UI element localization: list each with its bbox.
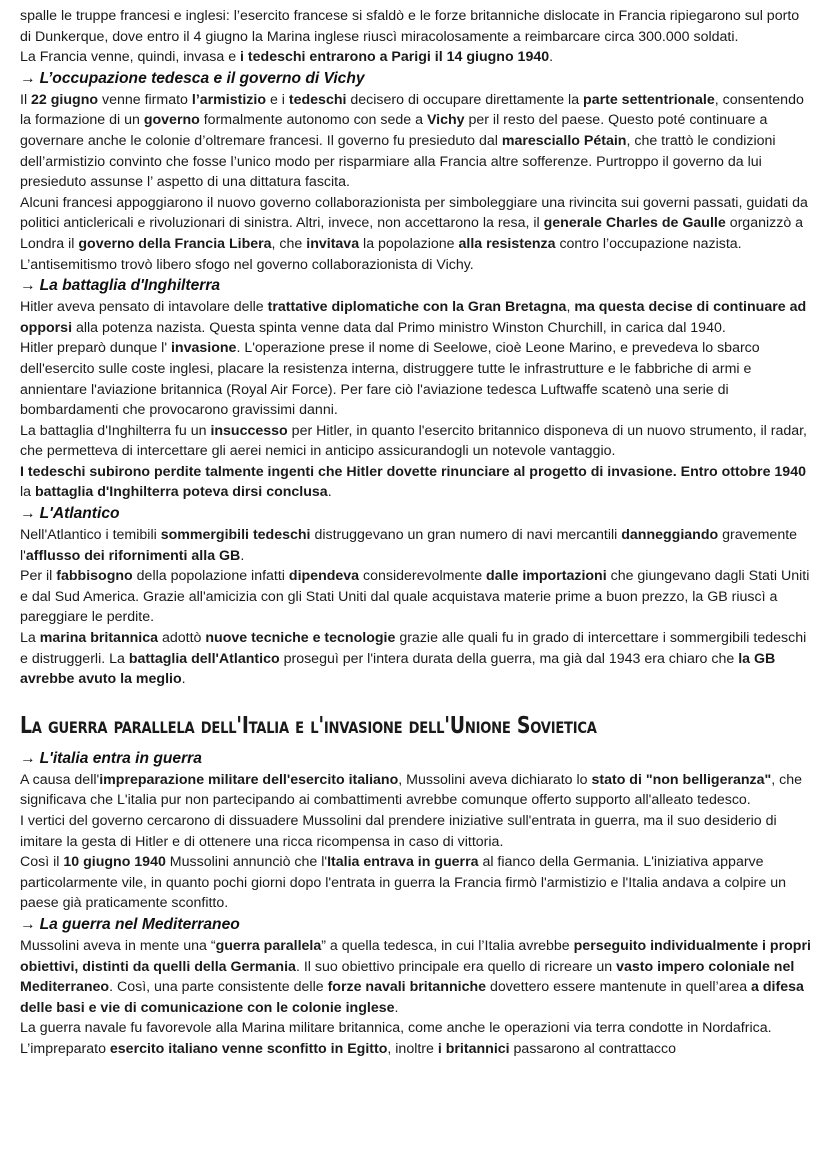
bold-text: a difesa delle basi e vie di comunicazione con le colonie inglese [20,979,804,1016]
bold-text: sommergibili tedeschi [160,527,311,544]
text-run: L’antisemitismo trovò libero sfogo nel governo collaborazionista di Vichy. [20,256,474,273]
text-run: I vertici del governo cercarono di dissuadere Mussolini dal prendere iniziative sull'entrata in guerra, ma il suo desiderio di imitare la gesta di Hitler e di ottenere una ricca ricompensa in caso di vittoria. [20,813,777,850]
paragraph-10-giugno [20,852,812,914]
bold-text: invasione [170,340,237,357]
bold-text: parte settentrionale [583,91,715,108]
bold-text: l’armistizio [191,91,267,108]
text-run: distruggevano un gran numero di navi mercantili [310,527,622,544]
paragraph-guerra-parallela [20,936,812,1018]
text-run: che giungevano dagli Stati Uniti e dal Sud America. Grazie all'amicizia con gli Stati Uniti dal quale acquistava materie prime a buon prezzo, la GB riuscì a pareggiare le perdite. [20,568,810,626]
bold-text: governo della Francia Libera [78,235,272,252]
text-run: e i [266,91,289,108]
text-run: , che significava che L'italia pur non partecipando ai combattimenti avrebbe comunque offerto supporto all'alleato tedesco. [20,771,803,809]
paragraph-fabbisogno [20,566,812,628]
bold-text: dipendeva [288,568,360,585]
text-run: . Il suo obiettivo principale era quello di ricreare un [295,958,617,975]
bold-text: maresciallo Pétain [501,132,627,149]
bold-text: generale Charles de Gaulle [543,215,726,232]
bold-text: esercito italiano venne sconfitto in Egitto [109,1040,388,1057]
bold-text: 22 giugno [31,91,99,108]
text-run: ” a quella tedesca, in cui l’Italia avrebbe [321,937,574,954]
bold-text: fabbisogno [56,568,133,585]
paragraph-de-gaulle [20,193,812,255]
bold-text: alla resistenza [458,235,556,252]
bold-text: battaglia d'Inghilterra poteva dirsi conclusa [34,484,328,501]
text-run: , inoltre [387,1040,438,1057]
text-run: Mussolini aveva in mente una “ [20,937,216,954]
bold-text: forze navali britanniche [327,979,487,996]
text-run: gravemente l' [20,527,798,564]
text-run: alla potenza nazista. Questa spinta venne data dal Primo ministro Winston Churchill, in carica dal 1940. [72,319,726,336]
bold-text: trattative diplomatiche con la Gran Bretagna [267,299,567,316]
bold-text: tedeschi [288,91,347,108]
text-run: A causa dell' [20,771,100,788]
paragraph-nordafrica [20,1018,812,1059]
text-run: Alcuni francesi appoggiarono il nuovo governo collaborazionista per simboleggiare una rivincita sui governi passati, guidati da politici anticlericali e rivoluzionari di sinistra. Altri, invece, non accettarono la resa, il [20,194,808,232]
heading-mediterraneo [20,914,812,936]
bold-text: ma questa decise di continuare ad opporsi [20,299,807,336]
text-run: adottò [158,630,206,647]
text-run: considerevolmente [359,568,487,585]
bold-text: nuove tecniche e tecnologie [205,630,396,647]
text-run: . [240,547,245,564]
subheading-text: L’occupazione tedesca e il governo di Vichy [39,69,365,87]
text-run: , che trattò le condizioni dell’armistizio convinto che fosse l’unico modo per risparmiare alla Francia altre sofferenze. Purtroppo il governo da lui presieduto assunse l’ aspetto di una dittatura fascita. [20,132,776,191]
text-run: organizzò a Londra il [20,215,804,252]
text-run: . L'operazione prese il nome di Seelowe, cioè Leone Marino, e prevedeva lo sbarco dell'esercito sulle coste inglesi, placare la resistenza interna, distruggere tutte le infrastrutture e le fabbriche di armi e annientare l'aviazione britannica (Royal Air Force). Per fare ciò l'aviazione tedesca Luftwaffe scatenò una serie di bombardamenti che provocarono gravissimi danni. [20,340,760,419]
text-run: . [394,999,399,1016]
text-run: La battaglia d'Inghilterra fu un [20,422,211,439]
bold-text: impreparazione militare dell'esercito italiano [99,771,399,788]
text-run: La guerra navale fu favorevole alla Marina militare britannica, come anche le operazioni via terra condotte in Nordafrica. L’impreparato [20,1020,772,1057]
bold-text: Vichy [426,112,465,129]
bold-text: afflusso dei rifornimenti alla GB [25,547,241,564]
bold-text: perseguito individualmente i propri obiettivi, distinti da quelli della Germania [20,937,811,975]
text-run: contro l’occupazione nazista. [555,235,742,252]
bold-text: battaglia dell'Atlantico [128,650,280,667]
text-run: decisero di occupare direttamente la [346,91,584,108]
text-run: formalmente autonomo con sede a [199,112,427,129]
bold-text: guerra parallela [215,937,322,954]
text-run: . [327,484,332,501]
paragraph-sommergibili [20,525,812,566]
bold-text: danneggiando [621,527,719,544]
text-run: , [566,299,575,316]
bold-text: insuccesso [210,422,288,439]
text-run: proseguì per l'intera durata della guerra, ma già dal 1943 era chiaro che [279,650,739,667]
paragraph-armistizio [20,90,812,193]
paragraph-marina-britannica [20,628,812,690]
paragraph-seelowe [20,338,812,420]
paragraph-perdite [20,462,812,503]
bold-text: invitava [306,235,360,252]
text-run: Per il [20,568,57,585]
text-run: . Così, una parte consistente delle [109,979,328,996]
text-run: Nell'Atlantico i temibili [20,527,161,544]
text-run: della popolazione infatti [132,568,289,585]
bold-text: vasto impero coloniale nel Mediterraneo [20,958,795,996]
text-run: grazie alle quali fu in grado di intercettare i sommergibili tedeschi e distruggerli. La [20,630,807,667]
arrow-icon: → [20,505,36,523]
paragraph-radar [20,421,812,462]
bold-text: la GB avrebbe avuto la meglio [20,650,776,688]
subheading-text: L'Atlantico [39,505,120,523]
arrow-icon: → [20,915,36,933]
text-run: la [20,484,35,501]
text-run: spalle le truppe francesi e inglesi: l’esercito francese si sfaldò e le forze britanniche dislocate in Francia ripiegarono sul porto di Dunkerque, dove entro il 4 giugno la Marina inglese riuscì miracolosamente a reimbarcare circa 300.000 soldati. [20,8,800,45]
bold-text: dalle importazioni [486,568,607,585]
bold-text: i tedeschi entrarono a Parigi il 14 giugno 1940 [240,49,550,66]
text-run: , Mussolini aveva dichiarato lo [398,771,592,788]
subheading-text: La guerra nel Mediterraneo [39,915,240,933]
text-run: , consentendo la formazione di un [20,91,804,129]
text-run: La [20,630,40,647]
paragraph-vertici [20,811,812,852]
bold-text: i britannici [437,1040,510,1057]
heading-battaglia-inghilterra [20,275,812,297]
text-run: , che [271,235,307,252]
heading-occupazione-vichy [20,68,812,90]
text-run: Così il [20,854,64,871]
text-run: la popolazione [359,235,459,252]
arrow-icon: → [20,277,36,295]
paragraph-non-belligeranza [20,770,812,811]
section-title: La guerra parallela dell'Italia e l'invasione dell'Unione Sovietica [20,712,597,739]
bold-text: marina britannica [39,630,159,647]
document-page [20,6,812,1060]
paragraph-trattative [20,297,812,338]
text-run: venne firmato [98,91,192,108]
text-run: per Hitler, in quanto l'esercito britannico disponeva di un nuovo strumento, il radar, che permetteva di intercettare gli aerei nemici in anticipo assicurandogli un notevole vantaggio. [20,422,808,460]
arrow-icon: → [20,749,36,767]
bold-text: governo [143,112,200,129]
text-run: dovettero essere mantenute in quell’area [486,979,752,996]
heading-atlantico [20,503,812,525]
bold-text: 10 giugno 1940 [63,854,166,871]
text-run: per il resto del paese. Questo poté continuare a governare anche le colonie d’oltremare francesi. Il governo fu presieduto dal [20,112,768,149]
bold-text: stato di "non belligeranza" [591,771,772,788]
text-run: Il [20,91,32,108]
bold-text: I tedeschi subirono perdite talmente ingenti che Hitler dovette rinunciare al progetto di invasione. Entro ottobre 1940 [20,463,806,480]
subheading-text: La battaglia d'Inghilterra [39,277,221,295]
text-run: passarono al contrattacco [509,1040,676,1057]
arrow-icon: → [20,69,36,87]
text-run: La Francia venne, quindi, invasa e [20,49,241,66]
text-run: Mussolini annunciò che l' [165,854,328,871]
text-run: Hitler aveva pensato di intavolare delle [20,299,268,316]
bold-text: Italia entrava in guerra [327,854,479,871]
text-run: . [181,671,186,688]
subheading-text: L'italia entra in guerra [39,749,202,767]
paragraph-antisemitismo [20,255,812,276]
text-run: Hitler preparò dunque l' [20,340,171,357]
paragraph-dunkerque [20,6,812,47]
text-run: . [549,49,554,66]
paragraph-parigi [20,47,812,68]
heading-italia-guerra [20,748,812,770]
text-run: al fianco della Germania. L'iniziativa apparve particolarmente vile, in quanto pochi giorni dopo l'entrata in guerra la Francia firmò l'armistizio e l'Italia andava a colpire un paese già praticamente sconfitto. [20,854,786,912]
